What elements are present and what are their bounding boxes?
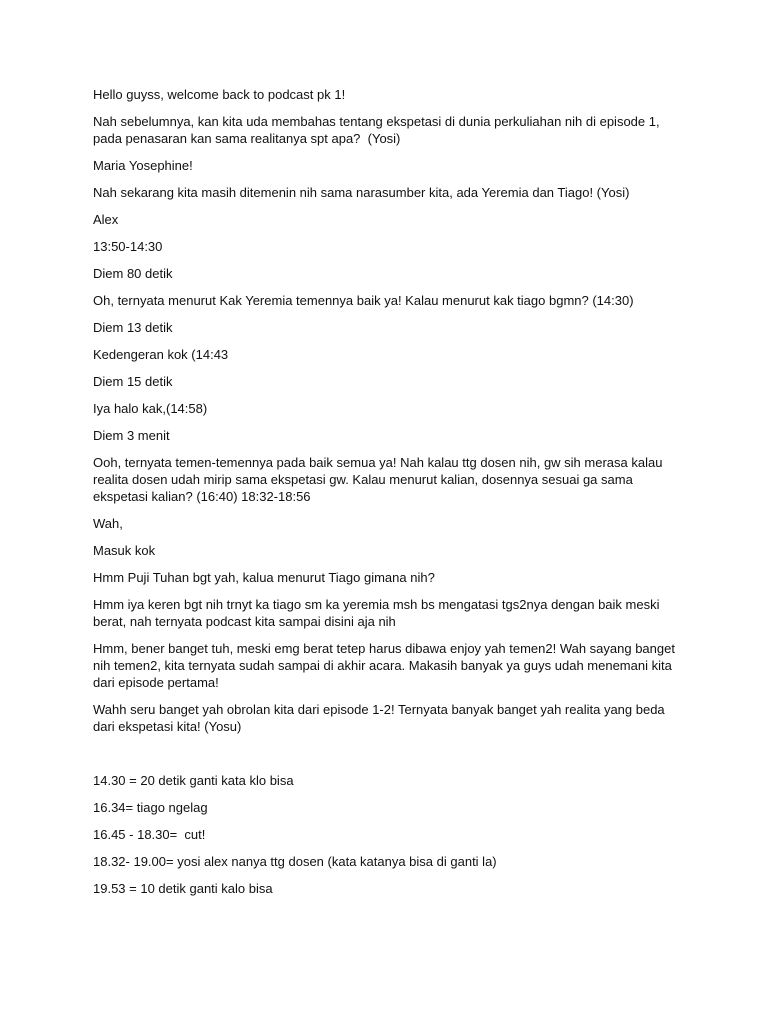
paragraph-puji-tuhan: Hmm Puji Tuhan bgt yah, kalua menurut Tiago gimana nih? [93, 570, 435, 585]
paragraph-wrap-up: Hmm iya keren bgt nih trnyt ka tiago sm ka yeremia msh bs mengatasi tgs2nya dengan baik meski berat, nah ternyata podcast kita sampai disini aja nih [93, 597, 664, 629]
paragraph-intro: Nah sebelumnya, kan kita uda membahas tentang ekspetasi di dunia perkuliahan nih di episode 1, pada penasaran kan sama realitanya spt apa? (Yosi) [93, 114, 664, 146]
note-line: 14.30 = 20 detik ganti kata klo bisa [93, 773, 294, 788]
note-line: 18.32- 19.00= yosi alex nanya ttg dosen (kata katanya bisa di ganti la) [93, 854, 497, 869]
paragraph-greeting: Hello guyss, welcome back to podcast pk 1! [93, 87, 346, 102]
paragraph-hello: Iya halo kak,(14:58) [93, 401, 208, 416]
paragraph-masuk: Masuk kok [93, 543, 156, 558]
paragraph-audio-check: Kedengeran kok (14:43 [93, 347, 229, 362]
paragraph-pause: Diem 80 detik [93, 266, 173, 281]
paragraph-final: Wahh seru banget yah obrolan kita dari episode 1-2! Ternyata banyak banget yah realita yang beda dari ekspetasi kita! (Yosu) [93, 702, 669, 734]
paragraph-speaker-maria: Maria Yosephine! [93, 158, 193, 173]
paragraph-pause: Diem 3 menit [93, 428, 170, 443]
note-line: 16.45 - 18.30= cut! [93, 827, 206, 842]
paragraph-guests: Nah sekarang kita masih ditemenin nih sama narasumber kita, ada Yeremia dan Tiago! (Yosi) [93, 185, 630, 200]
paragraph-question-tiago: Oh, ternyata menurut Kak Yeremia temennya baik ya! Kalau menurut kak tiago bgmn? (14:30) [93, 293, 634, 308]
section-spacer [93, 745, 683, 772]
paragraph-wah: Wah, [93, 516, 123, 531]
paragraph-pause: Diem 13 detik [93, 320, 173, 335]
note-line: 19.53 = 10 detik ganti kalo bisa [93, 881, 273, 896]
document-body [93, 86, 683, 907]
paragraph-timestamp: 13:50-14:30 [93, 239, 163, 254]
paragraph-pause: Diem 15 detik [93, 374, 173, 389]
paragraph-speaker-alex: Alex [93, 212, 119, 227]
note-line: 16.34= tiago ngelag [93, 800, 208, 815]
paragraph-closing: Hmm, bener banget tuh, meski emg berat tetep harus dibawa enjoy yah temen2! Wah sayang banget nih temen2, kita ternyata sudah sampai di akhir acara. Makasih banyak ya guys udah menemani kita dari episode pertama! [93, 641, 679, 690]
paragraph-lecturer-question: Ooh, ternyata temen-temennya pada baik semua ya! Nah kalau ttg dosen nih, gw sih merasa kalau realita dosen udah mirip sama ekspetasi gw. Kalau menurut kalian, dosennya sesuai ga sama ekspetasi kalian? (16:40) 18:32-18:56 [93, 455, 667, 504]
